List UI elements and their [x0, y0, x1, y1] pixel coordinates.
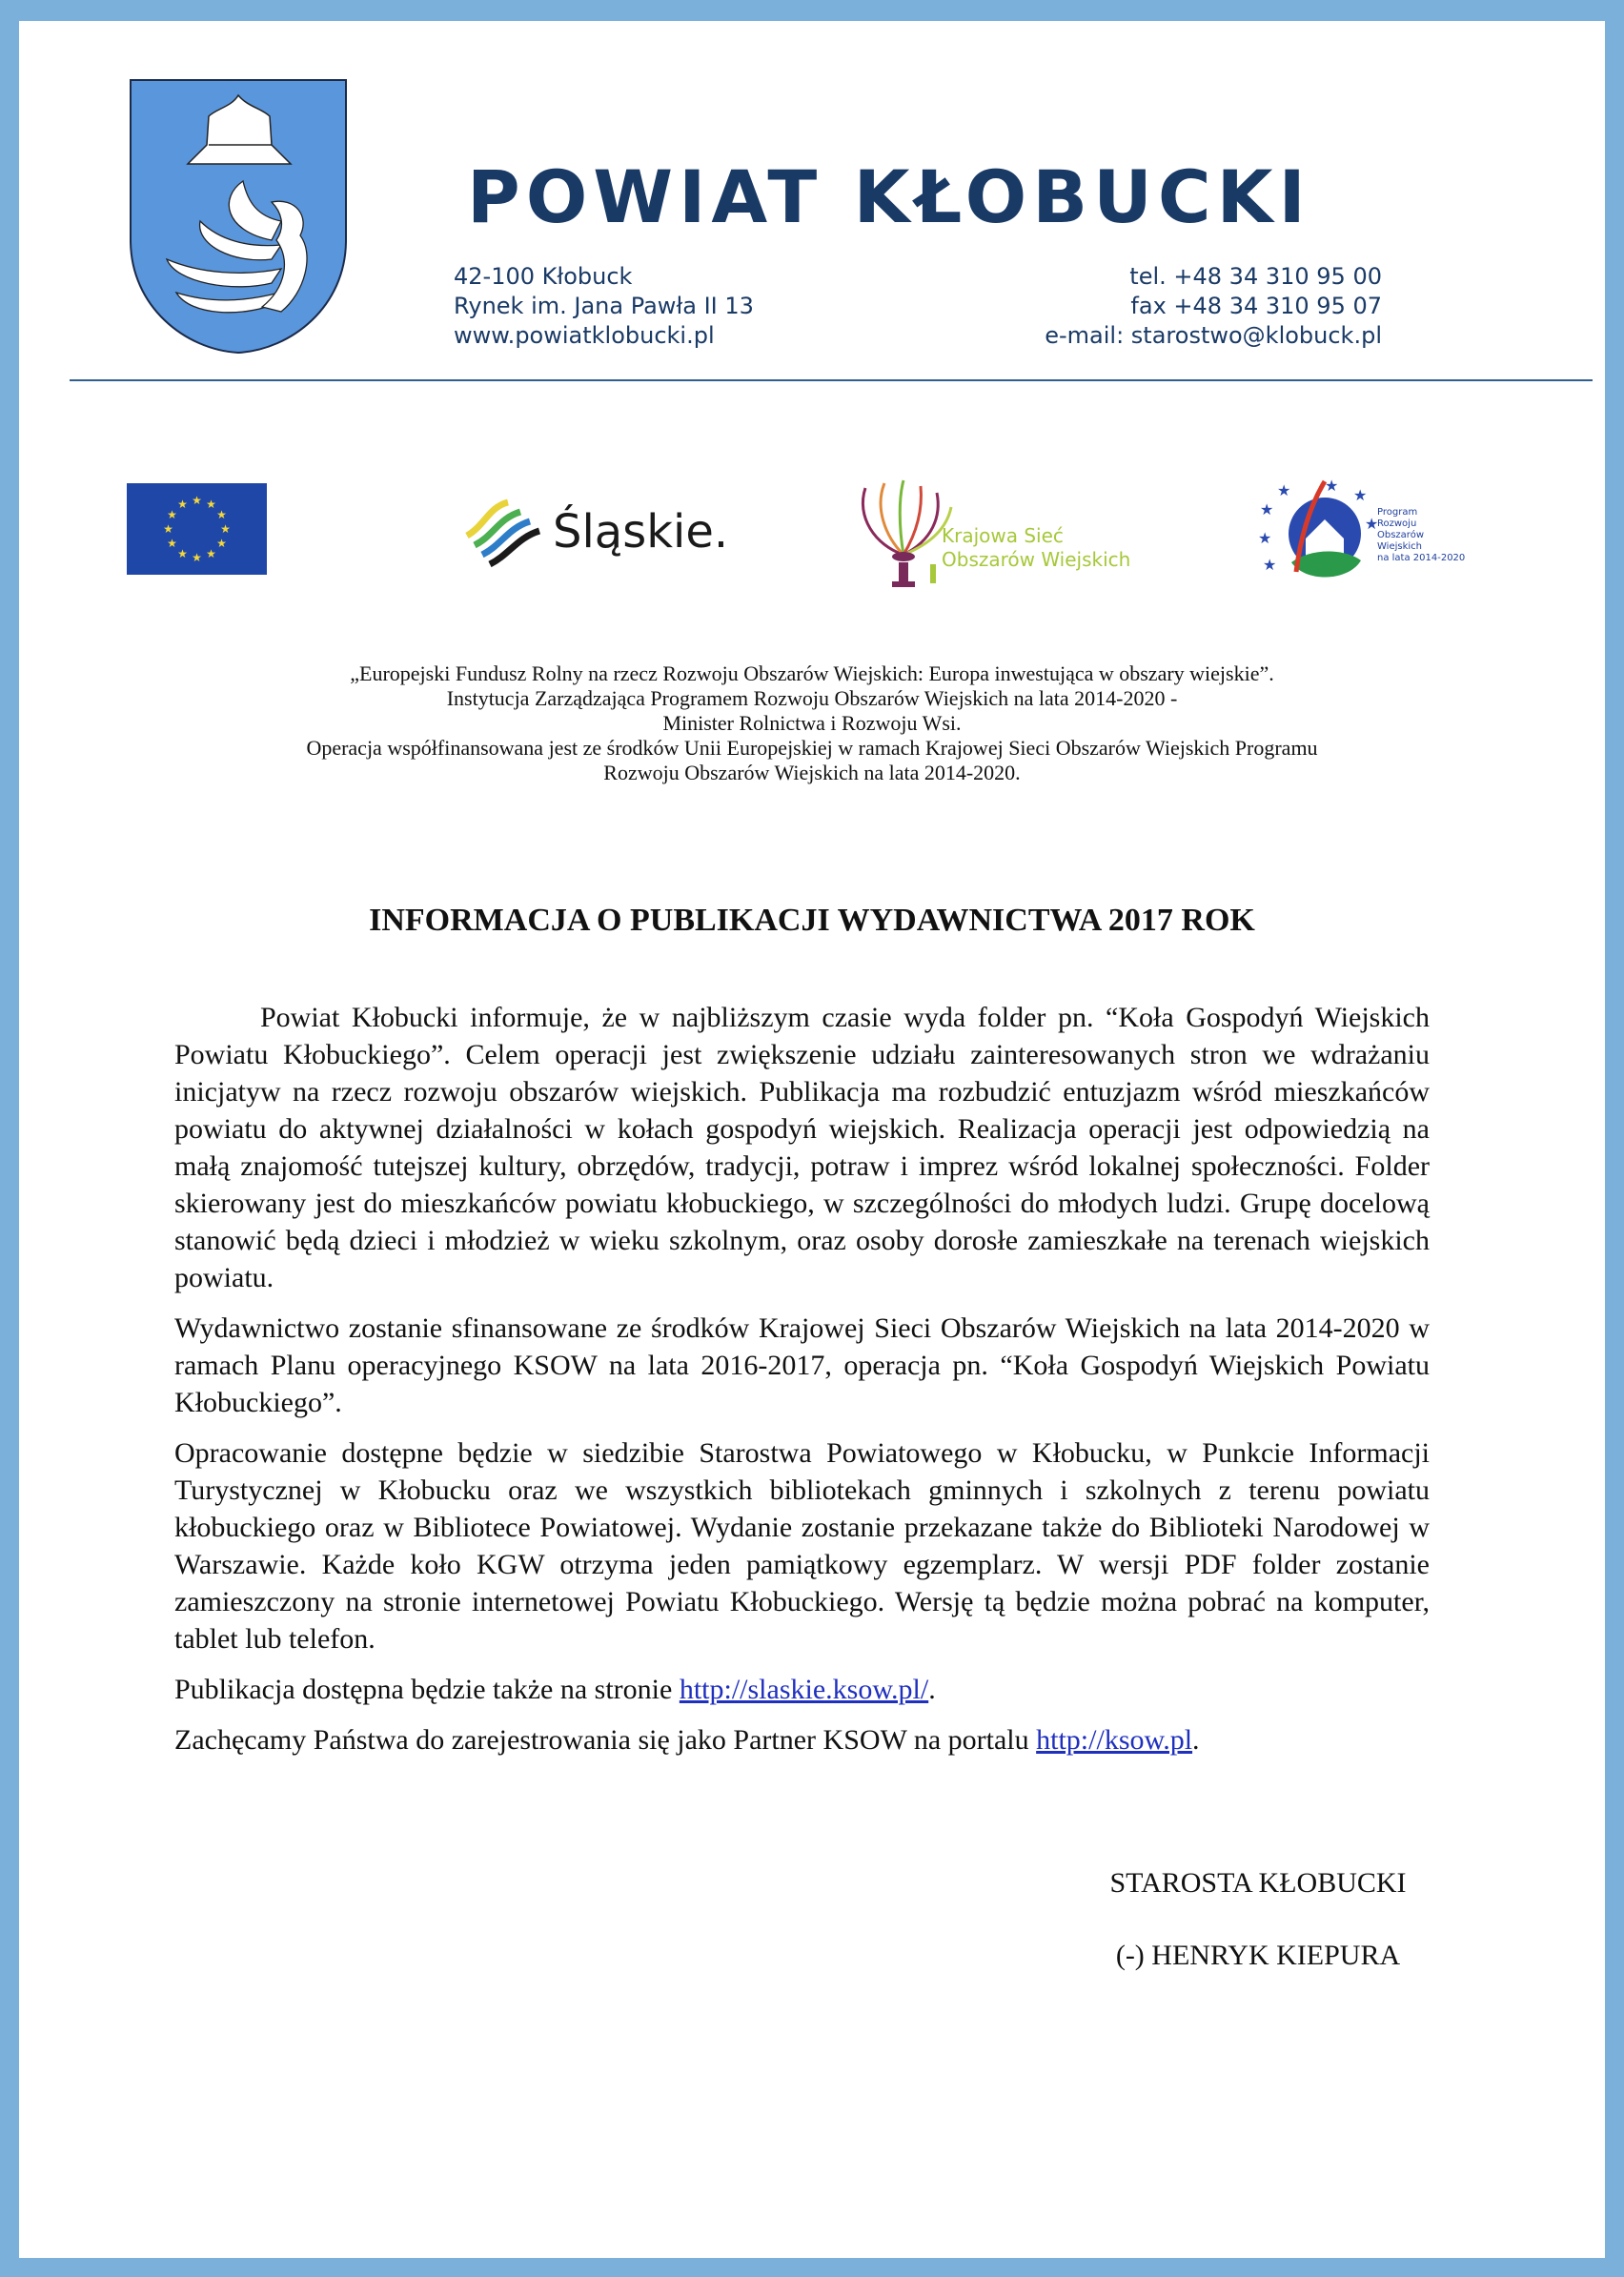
- svg-text:★: ★: [1325, 477, 1339, 495]
- slaskie-ksow-link[interactable]: http://slaskie.ksow.pl/: [679, 1674, 929, 1705]
- website-link[interactable]: www.powiatklobucki.pl: [454, 322, 715, 349]
- signature-role: STAROSTA KŁOBUCKI: [1109, 1867, 1407, 1899]
- eu-star-icon: ★: [167, 537, 177, 550]
- eu-star-icon: ★: [216, 508, 227, 521]
- ksow-logo-text: Krajowa Sieć Obszarów Wiejskich: [942, 524, 1131, 571]
- slaskie-logo-text: Śląskie.: [553, 505, 729, 559]
- address-street: Rynek im. Jana Pawła II 13: [454, 293, 754, 319]
- eu-star-icon: ★: [177, 498, 188, 512]
- svg-text:★: ★: [1353, 486, 1368, 504]
- document-body: [174, 999, 1430, 1772]
- svg-text:★: ★: [1263, 556, 1277, 574]
- fax-number: fax +48 34 310 95 07: [1130, 293, 1382, 319]
- prow-logo-text: Program Rozwoju Obszarów Wiejskich na lata 2014-2020: [1377, 507, 1466, 563]
- header-divider: [70, 379, 1593, 381]
- ksow-link[interactable]: http://ksow.pl: [1036, 1724, 1193, 1756]
- svg-text:★: ★: [1260, 500, 1274, 518]
- eu-star-icon: ★: [206, 546, 216, 560]
- paragraph-partner: Zachęcamy Państwa do zarejestrowania się jako Partner KSOW na portalu http://ksow.pl.: [174, 1724, 1200, 1756]
- paragraph-intro: Powiat Kłobucki informuje, że w najbliższym czasie wyda folder pn. “Koła Gospodyń Wiejskich Powiatu Kłobuckiego”. Celem operacji jest zwiększenie udziału zainteresowanych stron we wdrażaniu inicjatyw na rzecz rozwoju obszarów wiejskich. Publikacja ma rozbudzić entuzjazm wśród mieszkańców powiatu do aktywnej działalności w kołach gospodyń wiejskich. Realizacja operacji jest odpowiedzią na małą znajomość tutejszej kultury, obrzędów, tradycji, potraw i imprez wśród lokalnej społeczności. Folder skierowany jest do mieszkańców powiatu kłobuckiego, w szczególności do młodych ludzi. Grupę docelową stanowić będą dzieci i młodzież w wieku szkolnym, oraz osoby dorosłe zamieszkałe na terenach wiejskich powiatu.: [174, 1002, 1430, 1293]
- eu-star-icon: ★: [177, 546, 188, 560]
- document-page: [19, 21, 1605, 2258]
- svg-text:★: ★: [1365, 515, 1379, 533]
- document-title: INFORMACJA O PUBLIKACJI WYDAWNICTWA 2017 ROK: [369, 903, 1255, 938]
- email-link[interactable]: e-mail: starostwo@klobuck.pl: [1045, 322, 1382, 349]
- eu-flag-icon: [127, 483, 267, 575]
- eu-star-icon: ★: [206, 498, 216, 512]
- eu-star-icon: ★: [216, 537, 227, 550]
- eu-star-icon: ★: [192, 551, 202, 564]
- funding-statement: „Europejski Fundusz Rolny na rzecz Rozwoju Obszarów Wiejskich: Europa inwestująca w obszary wiejskie”. Instytucja Zarządzająca Programem Rozwoju Obszarów Wiejskich na lata 2014-2020 - Minister Rolnictwa i Rozwoju Wsi. Operacja współfinansowana jest ze środków Unii Europejskiej w ramach Krajowej Sieci Obszarów Wiejskich Programu Rozwoju Obszarów Wiejskich na lata 2014-2020.: [306, 661, 1318, 784]
- paragraph-availability: Opracowanie dostępne będzie w siedzibie Starostwa Powiatowego w Kłobucku, w Punkcie Informacji Turystycznej w Kłobucku oraz we wszystkich bibliotekach gminnych i szkolnych z terenu powiatu kłobuckiego oraz w Bibliotece Powiatowej. Wydanie zostanie przekazane także do Biblioteki Narodowej w Warszawie. Każde koło KGW otrzyma jeden pamiątkowy egzemplarz. W wersji PDF folder zostanie zamieszczony na stronie internetowej Powiatu Kłobuckiego. Wersję tą będzie można pobrać na komputer, tablet lub telefon.: [174, 1437, 1430, 1655]
- prow-logo-icon: [1258, 477, 1382, 586]
- brand-title: POWIAT KŁOBUCKI: [467, 154, 1311, 239]
- eu-star-icon: ★: [220, 522, 231, 536]
- coat-of-arms-icon: [129, 78, 348, 355]
- address-block: [454, 262, 754, 351]
- contact-block: [877, 262, 1382, 351]
- address-postal: 42-100 Kłobuck: [454, 263, 633, 290]
- signature-name: (-) HENRYK KIEPURA: [1115, 1940, 1401, 1971]
- eu-star-icon: ★: [163, 522, 173, 536]
- eu-star-icon: ★: [167, 508, 177, 521]
- eu-star-icon: ★: [192, 494, 202, 507]
- svg-text:★: ★: [1277, 481, 1291, 499]
- phone-number: tel. +48 34 310 95 00: [1129, 263, 1382, 290]
- svg-text:★: ★: [1258, 529, 1272, 547]
- paragraph-publication: Publikacja dostępna będzie także na stronie http://slaskie.ksow.pl/.: [174, 1674, 936, 1705]
- signature-block: [1067, 1865, 1449, 2010]
- paragraph-financing: Wydawnictwo zostanie sfinansowane ze środków Krajowej Sieci Obszarów Wiejskich na lata 2014-2020 w ramach Planu operacyjnego KSOW na lata 2016-2017, operacja pn. “Koła Gospodyń Wiejskich Powiatu Kłobuckiego”.: [174, 1312, 1430, 1418]
